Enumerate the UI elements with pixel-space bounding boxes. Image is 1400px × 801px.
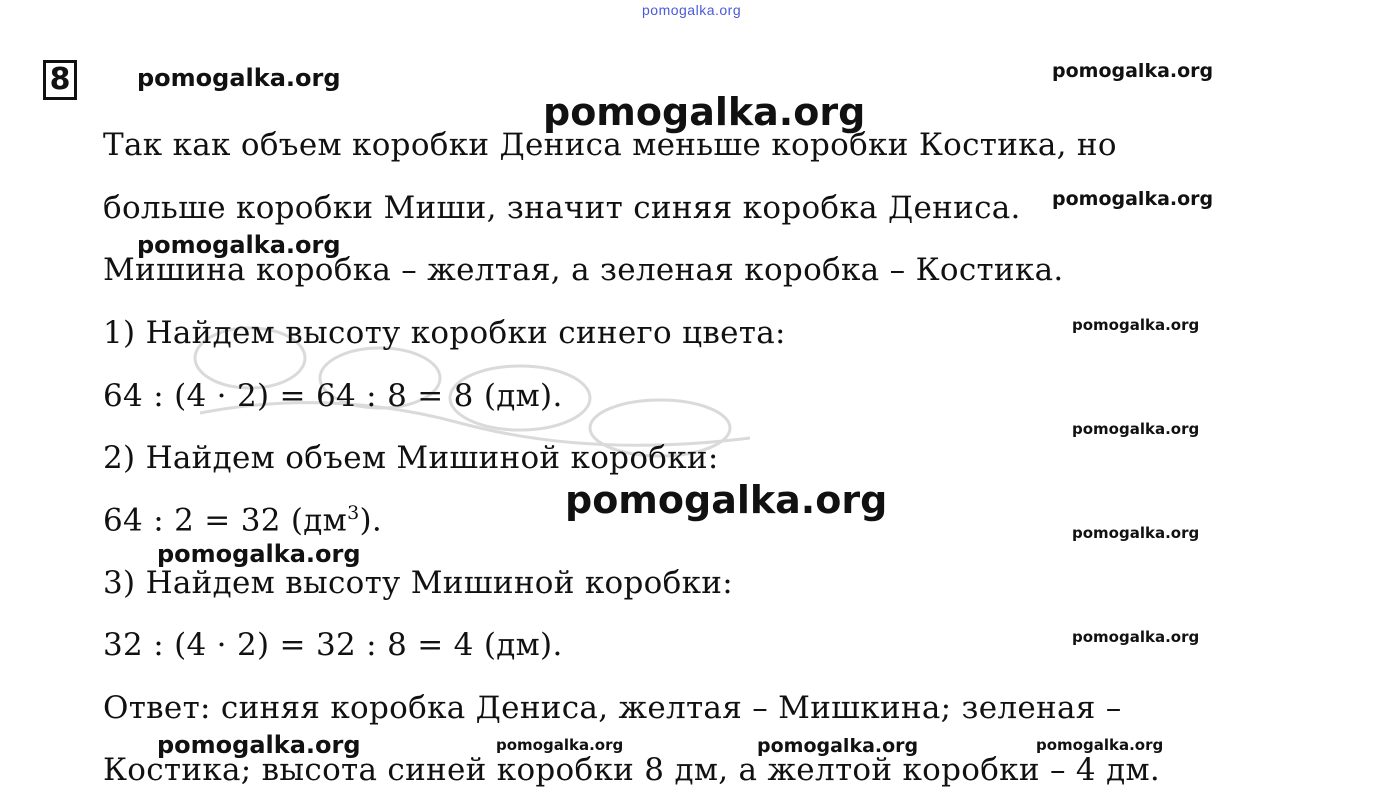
watermark: pomogalka.org [1052, 188, 1214, 210]
text-line-3: Мишина коробка – желтая, а зеленая коробка – Костика. [103, 252, 1064, 288]
text-line-2: больше коробки Миши, значит синяя коробка Дениса. [103, 190, 1021, 226]
watermark: pomogalka.org [137, 64, 341, 92]
step-3-heading: 3) Найдем высоту Мишиной коробки: [103, 565, 733, 601]
watermark: pomogalka.org [137, 231, 341, 259]
top-site-link[interactable]: pomogalka.org [642, 2, 742, 18]
watermark: pomogalka.org [1052, 60, 1214, 82]
answer-line-2: Костика; высота синей коробки 8 дм, а желтой коробки – 4 дм. [103, 752, 1161, 788]
step-1-heading: 1) Найдем высоту коробки синего цвета: [103, 315, 786, 351]
watermark: pomogalka.org [757, 735, 919, 757]
watermark: pomogalka.org [1072, 420, 1200, 438]
step-3-formula: 32 : (4 · 2) = 32 : 8 = 4 (дм). [103, 627, 563, 663]
volume-exponent: 3 [347, 502, 360, 524]
answer-line-1: Ответ: синяя коробка Дениса, желтая – Мишкина; зеленая – [103, 690, 1122, 726]
watermark: pomogalka.org [1072, 316, 1200, 334]
watermark: pomogalka.org [157, 540, 361, 568]
watermark: pomogalka.org [1036, 736, 1164, 754]
volume-formula-suffix: ). [359, 502, 383, 539]
volume-formula-prefix: 64 : 2 = 32 (дм [103, 502, 348, 539]
watermark: pomogalka.org [543, 90, 866, 134]
watermark: pomogalka.org [496, 736, 624, 754]
step-2-heading: 2) Найдем объем Мишиной коробки: [103, 440, 719, 476]
watermark: pomogalka.org [1072, 524, 1200, 542]
watermark: pomogalka.org [157, 731, 361, 759]
watermark: pomogalka.org [565, 478, 888, 522]
text-line-1: Так как объем коробки Дениса меньше коробки Костика, но [103, 127, 1117, 163]
step-1-formula: 64 : (4 · 2) = 64 : 8 = 8 (дм). [103, 378, 563, 414]
task-number-badge: 8 [43, 60, 77, 100]
step-2-formula [103, 502, 382, 538]
watermark: pomogalka.org [1072, 628, 1200, 646]
